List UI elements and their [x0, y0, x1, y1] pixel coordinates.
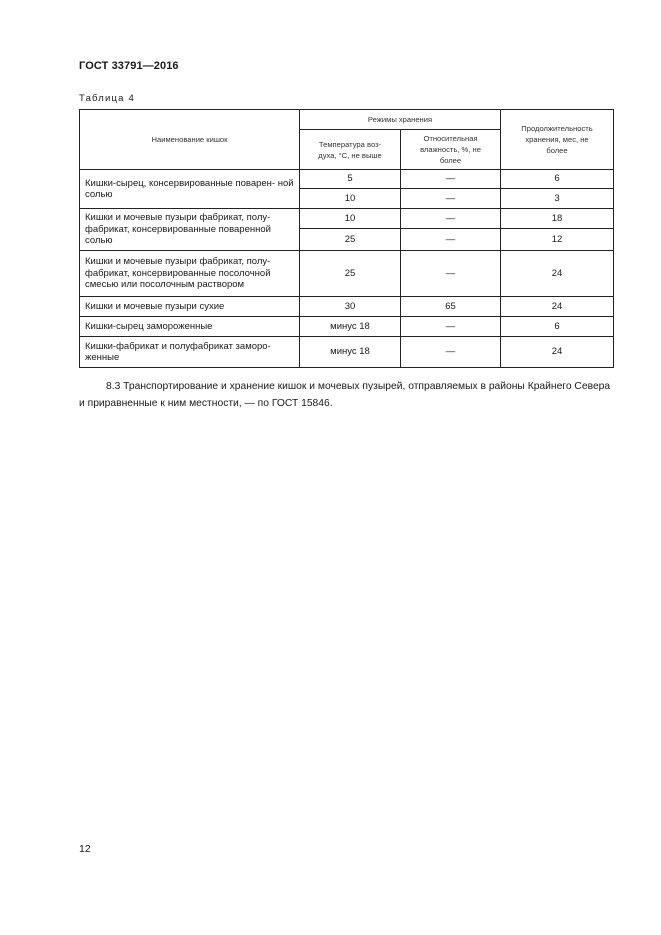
row-name: Кишки-сырец, консервированные поварен- ной солью	[80, 170, 300, 209]
duration-cell: 18	[501, 209, 614, 229]
duration-cell: 6	[501, 170, 614, 189]
humidity-cell: —	[401, 170, 501, 189]
temperature-cell: минус 18	[300, 317, 401, 337]
humidity-cell: —	[401, 229, 501, 251]
duration-cell: 24	[501, 337, 614, 368]
header-name: Наименование кишок	[80, 110, 300, 170]
row-name: Кишки и мочевые пузыри фабрикат, полу- фабрикат, консервированные поваренной солью	[80, 209, 300, 251]
temperature-cell: 25	[300, 229, 401, 251]
humidity-cell: 65	[401, 297, 501, 317]
temperature-cell: минус 18	[300, 337, 401, 368]
duration-cell: 3	[501, 189, 614, 209]
humidity-cell: —	[401, 337, 501, 368]
paragraph-8-3: 8.3 Транспортирование и хранение кишок и мочевых пузырей, отправляемых в районы Крайнего Севера и приравненные к ним местности, — по ГОСТ 15846.	[79, 381, 611, 409]
header-duration: Продолжительность хранения, мес, не более	[501, 110, 614, 170]
temperature-cell: 10	[300, 189, 401, 209]
storage-table	[79, 109, 614, 368]
duration-cell: 24	[501, 251, 614, 297]
row-name: Кишки и мочевые пузыри фабрикат, полу- фабрикат, консервированные посолочной смесью или посолочным раствором	[80, 251, 300, 297]
humidity-cell: —	[401, 317, 501, 337]
humidity-cell: —	[401, 251, 501, 297]
row-name: Кишки-сырец замороженные	[80, 317, 300, 337]
header-storage-modes: Режимы хранения	[300, 110, 501, 130]
temperature-cell: 30	[300, 297, 401, 317]
temperature-cell: 10	[300, 209, 401, 229]
humidity-cell: —	[401, 189, 501, 209]
row-name: Кишки и мочевые пузыри сухие	[80, 297, 300, 317]
header-humidity: Относительная влажность, %, не более	[401, 130, 501, 170]
humidity-cell: —	[401, 209, 501, 229]
header-temperature: Температура воз- духа, °С, не выше	[300, 130, 401, 170]
document-code: ГОСТ 33791—2016	[79, 60, 179, 72]
table-caption: Таблица 4	[79, 93, 135, 104]
duration-cell: 12	[501, 229, 614, 251]
page-number: 12	[79, 843, 91, 855]
duration-cell: 24	[501, 297, 614, 317]
row-name: Кишки-фабрикат и полуфабрикат заморо- женные	[80, 337, 300, 368]
duration-cell: 6	[501, 317, 614, 337]
temperature-cell: 25	[300, 251, 401, 297]
temperature-cell: 5	[300, 170, 401, 189]
